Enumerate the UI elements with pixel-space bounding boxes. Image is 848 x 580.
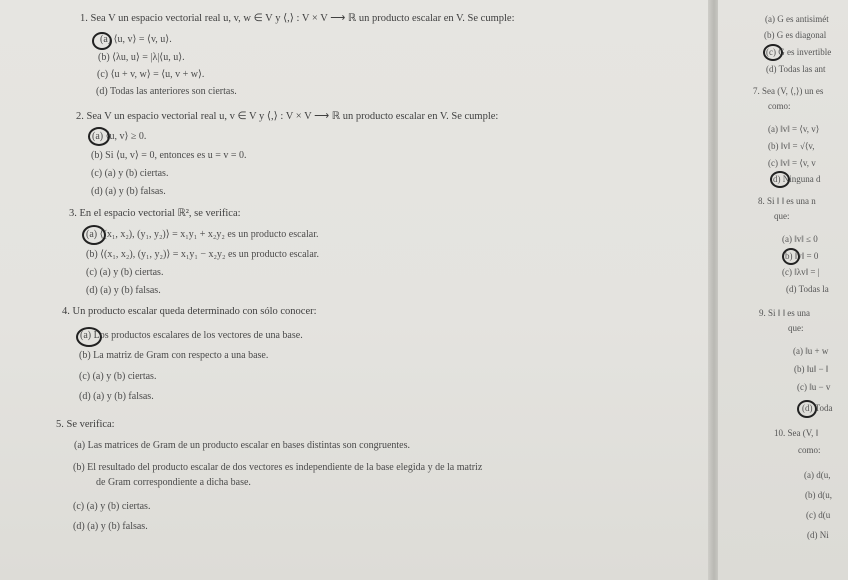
right-line-17: 9. Si ‖ ‖ es una [759, 308, 811, 318]
answer-mark-q8 [782, 248, 800, 265]
right-line-9: (c) ‖v‖ = ⟨v, v [768, 158, 816, 168]
question-1-option-a: (a) ⟨u, v⟩ = ⟨v, u⟩. [100, 34, 172, 45]
right-line-13: (a) ‖v‖ ≤ 0 [782, 234, 818, 244]
right-line-3: (c) G es invertible [766, 47, 832, 57]
question-4-stem: 4. Un producto escalar queda determinado con sólo conocer: [62, 306, 317, 317]
question-4-option-b: (b) La matriz de Gram con respecto a una base. [79, 350, 269, 361]
right-line-12: que: [774, 211, 790, 221]
question-2-option-c: (c) (a) y (b) ciertas. [91, 168, 169, 179]
right-line-28: (d) Ni [807, 530, 829, 540]
right-line-8: (b) ‖v‖ = √⟨v, [768, 141, 815, 151]
question-4-option-d: (d) (a) y (b) falsas. [79, 391, 154, 402]
answer-mark-q6 [763, 44, 783, 61]
right-line-11: 8. Si ‖ ‖ es una n [758, 196, 816, 206]
right-line-16: (d) Todas la [786, 284, 829, 294]
question-5-stem: 5. Se verifica: [56, 419, 115, 430]
question-3-stem: 3. En el espacio vectorial ℝ², se verifica: [69, 208, 241, 219]
right-line-15: (c) ‖λv‖ = | [782, 267, 820, 277]
right-line-23: 10. Sea (V, ‖ [774, 428, 819, 438]
right-line-14: (b) ‖v‖ = 0 [782, 251, 819, 261]
question-1-stem: 1. Sea V un espacio vectorial real u, v, w ∈ V y ⟨,⟩ : V × V ⟶ ℝ un producto escalar en V. Se cumple: [80, 13, 515, 24]
question-4-option-c: (c) (a) y (b) ciertas. [79, 371, 157, 382]
question-1-option-b: (b) ⟨λu, u⟩ = |λ|⟨u, u⟩. [98, 52, 185, 63]
question-3-option-d: (d) (a) y (b) falsas. [86, 285, 161, 296]
exam-page-right [718, 0, 848, 580]
question-5-option-d: (d) (a) y (b) falsas. [73, 521, 148, 532]
question-5-option-b: (b) El resultado del producto escalar de dos vectores es independiente de la base elegida y de la matriz [73, 462, 483, 473]
right-line-10: (d) Ninguna d [770, 174, 821, 184]
question-3-option-c: (c) (a) y (b) ciertas. [86, 267, 164, 278]
answer-mark-q9 [797, 400, 817, 418]
question-5-option-c: (c) (a) y (b) ciertas. [73, 501, 151, 512]
question-1-option-c: (c) ⟨u + v, w⟩ = ⟨u, v + w⟩. [97, 69, 205, 80]
question-2-stem: 2. Sea V un espacio vectorial real u, v ∈ V y ⟨,⟩ : V × V ⟶ ℝ un producto escalar en V. Se cumple: [76, 111, 499, 122]
question-5-option-b-cont: de Gram correspondiente a dicha base. [96, 477, 251, 488]
answer-mark-q7 [770, 171, 790, 188]
right-line-6: como: [768, 101, 791, 111]
right-line-22: (d) Toda [802, 403, 833, 413]
question-2-option-a: (a) ⟨u, v⟩ ≥ 0. [92, 131, 147, 142]
question-2-option-b: (b) Si ⟨u, v⟩ = 0, entonces es u = v = 0. [91, 150, 247, 161]
right-line-27: (c) d(u [806, 510, 831, 520]
question-5-option-a: (a) Las matrices de Gram de un producto escalar en bases distintas son congruentes. [74, 440, 410, 451]
answer-mark-q1 [92, 32, 112, 50]
right-line-7: (a) ‖v‖ = ⟨v, v⟩ [768, 124, 820, 134]
question-3-option-b: (b) ⟨(x₁, x₂), (y₁, y₂)⟩ = x₁y₁ − x₂y₂ es un producto escalar. [86, 249, 320, 260]
answer-mark-q3 [82, 225, 106, 245]
right-line-21: (c) ‖u − v [797, 382, 831, 392]
right-line-20: (b) ‖u‖ − ‖ [794, 364, 829, 374]
right-line-2: (b) G es diagonal [764, 30, 827, 40]
question-3-option-a: (a) ⟨(x₁, x₂), (y₁, y₂)⟩ = x₁y₁ + x₂y₂ es un producto escalar. [86, 229, 319, 240]
question-2-option-d: (d) (a) y (b) falsas. [91, 186, 166, 197]
right-line-25: (a) d(u, [804, 470, 831, 480]
right-line-24: como: [798, 445, 821, 455]
question-4-option-a: (a) Los productos escalares de los vectores de una base. [80, 330, 303, 341]
right-line-4: (d) Todas las ant [766, 64, 826, 74]
right-line-26: (b) d(u, [805, 490, 832, 500]
right-line-1: (a) G es antisimét [765, 14, 829, 24]
question-1-option-d: (d) Todas las anteriores son ciertas. [96, 86, 237, 97]
right-line-19: (a) ‖u + w [793, 346, 829, 356]
right-line-5: 7. Sea (V, ⟨,⟩) un es [753, 86, 824, 96]
right-line-18: que: [788, 323, 804, 333]
answer-mark-q2 [88, 127, 110, 146]
answer-mark-q4 [76, 327, 102, 347]
